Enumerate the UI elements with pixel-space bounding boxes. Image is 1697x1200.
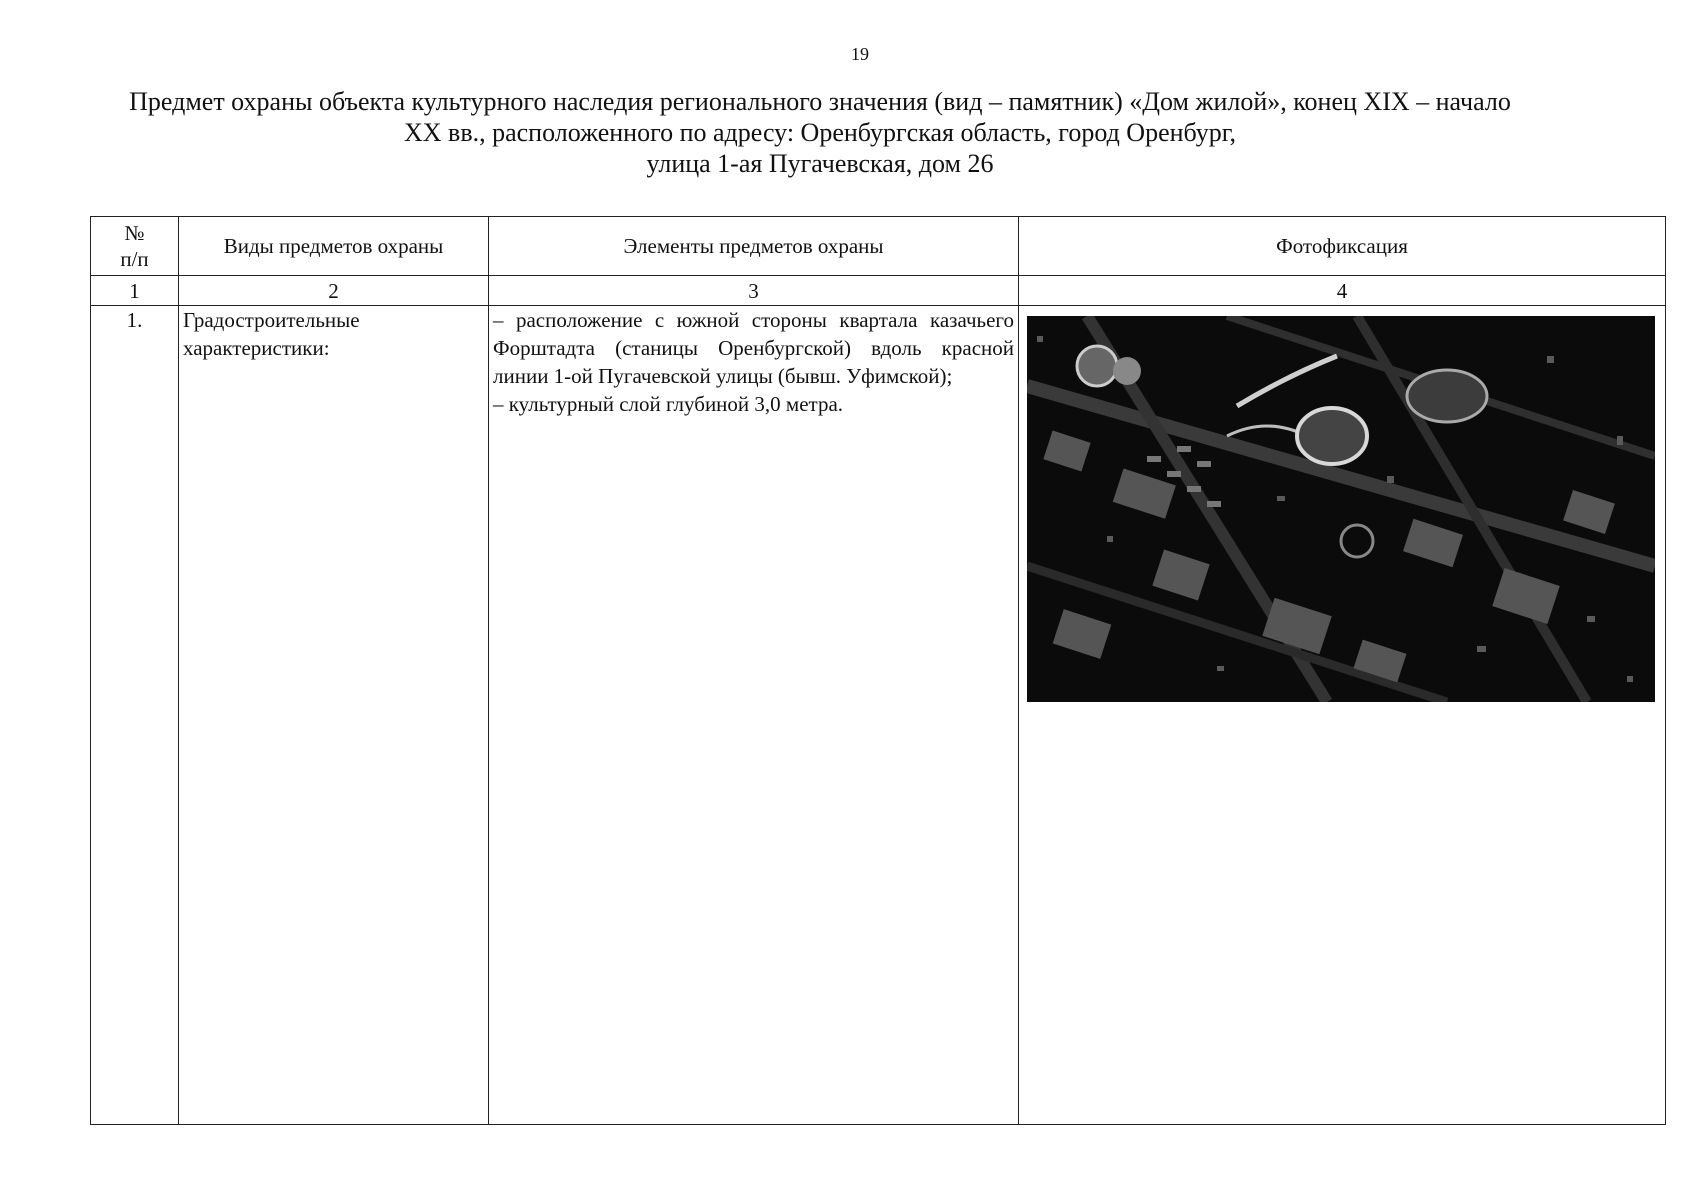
header-elements: Элементы предметов охраны [489, 217, 1019, 276]
title-line-2: XX вв., расположенного по адресу: Оренбургская область, город Оренбург, [404, 118, 1236, 147]
aerial-photo [1027, 316, 1655, 702]
header-number [91, 217, 179, 276]
protection-elements-cell [489, 306, 1019, 1125]
table-row [91, 306, 1666, 1125]
row-number: 1. [91, 306, 179, 1125]
page-number: 19 [851, 44, 869, 64]
table-header-row [91, 217, 1666, 276]
column-number-row [91, 276, 1666, 306]
column-number: 2 [179, 276, 489, 306]
protection-table [90, 216, 1666, 1125]
column-number: 4 [1019, 276, 1666, 306]
header-types: Виды предметов охраны [179, 217, 489, 276]
header-number-pp: п/п [120, 247, 149, 271]
protection-type-cell [179, 306, 489, 1125]
protection-element: – расположение с южной стороны квартала казачьего Форштадта (станицы Оренбургской) вдоль красной линии 1-ой Пугачевской улицы (бывш. Уфимской); [493, 308, 1014, 388]
protection-element: – культурный слой глубиной 3,0 метра. [493, 392, 844, 416]
document-title [90, 86, 1550, 179]
protection-type-line: Градостроительные [183, 308, 360, 332]
column-number: 3 [489, 276, 1019, 306]
title-line-3: улица 1-ая Пугачевская, дом 26 [646, 149, 994, 178]
aerial-photo-image [1027, 316, 1655, 702]
protection-type-line: характеристики: [183, 336, 330, 360]
column-number: 1 [91, 276, 179, 306]
photo-cell [1019, 306, 1666, 1125]
header-number-sign: № [124, 221, 145, 245]
title-line-1: Предмет охраны объекта культурного наследия регионального значения (вид – памятник) «Дом жилой», конец XIX – начало [129, 87, 1511, 116]
header-photo: Фотофиксация [1019, 217, 1666, 276]
